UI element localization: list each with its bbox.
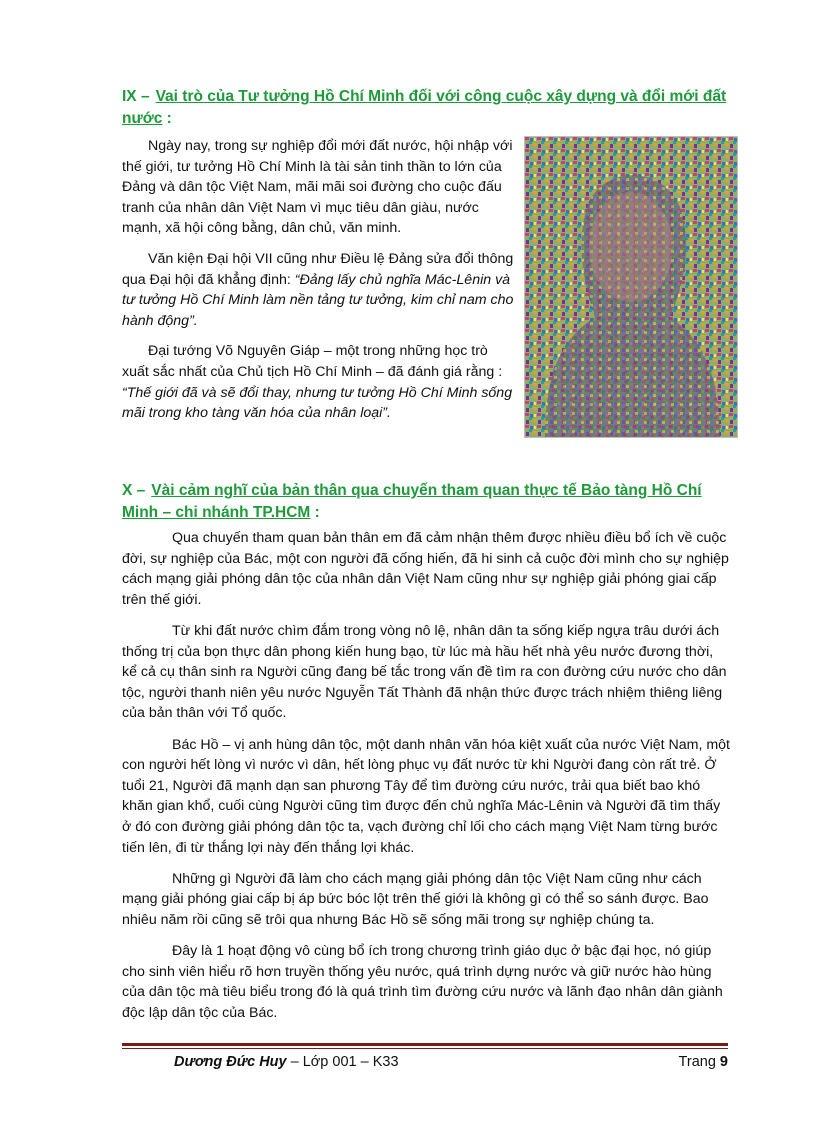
page-label: Trang <box>678 1054 720 1070</box>
footer-author-line <box>174 1054 399 1070</box>
section-10-heading <box>122 480 728 524</box>
paragraph: Qua chuyến tham quan bản thân em đã cảm nhận thêm được nhiều điều bổ ích về cuộc đời, sự nghiệp của Bác, một con người đã cống hiến, đã hi sinh cả cuộc đời mình cho sự nghiệp cách mạng giải phóng dân tộc của nhân dân Việt Nam cũng như sự nghiệp giải phóng giai cấp trên thế giới. <box>122 530 729 608</box>
paragraph: Ngày nay, trong sự nghiệp đổi mới đất nước, hội nhập với thế giới, tư tưởng Hồ Chí Minh là tài sản tinh thần to lớn của Đảng và dân tộc Việt Nam, mãi mãi soi đường cho cuộc đấu tranh của nhân dân Việt Nam vì mục tiêu dân giàu, nước mạnh, xã hội công bằng, dân chủ, văn minh. <box>122 138 513 237</box>
paragraph: Những gì Người đã làm cho cách mạng giải phóng dân tộc Việt Nam cũng như cách mạng giải phóng giai cấp bị áp bức bóc lột trên thế giới là không gì có thể so sánh được. Bao nhiêu năm rồi cũng sẽ trôi qua nhưng Bác Hồ sẽ sống mãi trong sự nghiệp chúng ta. <box>122 870 709 928</box>
section-9-heading <box>122 86 728 130</box>
footer-rule <box>122 1043 728 1046</box>
paragraph: Từ khi đất nước chìm đắm trong vòng nô lệ, nhân dân ta sống kiếp ngựa trâu dưới ách thống trị của bọn thực dân phong kiến hung bạo, từ lúc mà hầu hết nhà yêu nước đương thời, kể cả cụ thân sinh ra Người cũng đang bế tắc trong vấn đề tìm ra con đường cứu nước cho dân tộc, người thanh niên yêu nước Nguyễn Tất Thành đã nhận thức được trách nhiệm thiêng liêng của bản thân với Tổ quốc. <box>122 622 727 722</box>
footer-rule-thin <box>122 1048 728 1049</box>
section-10-title: Vài cảm nghĩ của bản thân qua chuyến tham quan thực tế Bảo tàng Hồ Chí Minh – chi nhánh TP.HCM <box>122 482 702 521</box>
paragraph-lead: Văn kiện Đại hội VII cũng như Điều lệ Đảng sửa đổi thông qua Đại hội đã khẳng định: <box>122 250 514 288</box>
paragraph-lead: Đại tướng Võ Nguyên Giáp – một trong những học trò xuất sắc nhất của Chủ tịch Hồ Chí Minh – đã đánh giá rằng : <box>122 343 503 380</box>
page-number <box>679 1054 728 1070</box>
paragraph: Bác Hồ – vị anh hùng dân tộc, một danh nhân văn hóa kiệt xuất của nước Việt Nam, một con người hết lòng vì nước vì dân, hết lòng phục vụ đất nước từ khi Người đang còn rất trẻ. Ở tuổi 21, Người đã mạnh dạn san phương Tây để tìm đường cứu nước, trải qua biết bao khó khăn gian khổ, cuối cùng Người cũng tìm được đến chủ nghĩa Mác-Lênin và Người đã tìm thấy ở đó con đường giải phóng dân tộc ta, vạch đường chỉ lối cho cách mạng Việt Nam từng bước tiến lên, đi từ thắng lợi này đến thắng lợi khác. <box>122 736 730 856</box>
portrait-mosaic <box>525 137 737 437</box>
quote: “Thế giới đã và sẽ đổi thay, nhưng tư tưởng Hồ Chí Minh sống mãi trong kho tàng văn hóa của nhân loại”. <box>122 384 513 422</box>
section-9-body <box>122 136 517 434</box>
paragraph <box>122 341 517 423</box>
page-number-value: 9 <box>719 1054 728 1070</box>
footer-class-info: – Lớp 001 – K33 <box>286 1054 399 1070</box>
paragraph: Đây là 1 hoạt động vô cùng bổ ích trong chương trình giáo dục ở bậc đại học, nó giúp cho sinh viên hiểu rõ hơn truyền thống yêu nước, quá trình dựng nước và giữ nước hào hùng của dân tộc mà tiêu biểu trong đó là quá trình tìm đường cứu nước và lãnh đạo nhân dân giành độc lập dân tộc của Bác. <box>122 943 723 1021</box>
section-10-colon: : <box>310 504 320 521</box>
section-9-colon: : <box>162 110 172 127</box>
quote: “Đảng lấy chủ nghĩa Mác-Lênin và tư tưởng Hồ Chí Minh làm nền tảng tư tưởng, kim chỉ nam cho hành động”. <box>122 271 514 329</box>
footer-author: Dương Đức Huy <box>174 1054 287 1070</box>
section-10-number: X – <box>122 482 146 499</box>
paragraph <box>122 249 517 331</box>
section-10-body <box>122 528 730 1034</box>
section-9-title: Vai trò của Tư tưởng Hồ Chí Minh đối với công cuộc xây dựng và đổi mới đất nước <box>122 88 727 127</box>
portrait-image <box>524 136 738 438</box>
section-9-number: IX – <box>122 88 150 105</box>
